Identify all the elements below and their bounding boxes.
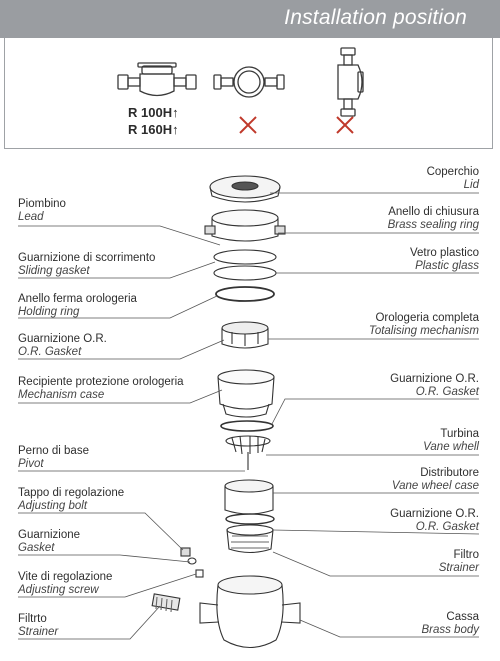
label-vane-wheel-case: Distributore Vane wheel case bbox=[391, 467, 479, 492]
page-title: Installation position bbox=[284, 6, 467, 29]
label-adjusting-bolt: Tappo di regolazione Adjusting bolt bbox=[18, 487, 125, 512]
label-strainer-left: Filtrto Strainer bbox=[18, 613, 59, 638]
gasket-small-part bbox=[188, 558, 196, 564]
lid-part bbox=[210, 176, 280, 202]
label-sliding-gasket: Guarnizione di scorrimento Sliding gasket bbox=[18, 252, 156, 277]
vane-wheel-part bbox=[226, 436, 270, 470]
sliding-gasket-part bbox=[214, 250, 276, 264]
adjusting-screw-part bbox=[196, 570, 203, 577]
label-strainer-right: Filtro Strainer bbox=[438, 549, 479, 574]
label-or-gasket-right-2: Guarnizione O.R. O.R. Gasket bbox=[390, 508, 479, 533]
label-brass-sealing-ring: Anello di chiusura Brass sealing ring bbox=[387, 206, 479, 231]
label-or-gasket: Guarnizione O.R. O.R. Gasket bbox=[18, 333, 107, 358]
label-holding-ring: Anello ferma orologeria Holding ring bbox=[18, 293, 137, 318]
label-totalising-mechanism: Orologeria completa Totalising mechanism bbox=[368, 312, 479, 337]
label-gasket: Guarnizione Gasket bbox=[18, 529, 81, 554]
mechanism-case-part bbox=[218, 370, 274, 417]
left-strainer-part bbox=[152, 594, 180, 612]
or-gasket-part bbox=[226, 514, 274, 524]
rating-label: R 160H↑ bbox=[128, 122, 179, 137]
strainer-part bbox=[227, 525, 273, 553]
label-adjusting-screw: Vite di regolazione Adjusting screw bbox=[18, 571, 113, 596]
label-lead: Piombino Lead bbox=[18, 198, 66, 223]
label-lid: Coperchio Lid bbox=[426, 166, 479, 191]
label-brass-body: Cassa Brass body bbox=[421, 611, 479, 636]
plastic-glass-part bbox=[214, 266, 276, 280]
or-gasket-part bbox=[221, 421, 273, 431]
brass-body-part bbox=[200, 576, 300, 648]
label-or-gasket-right: Guarnizione O.R. O.R. Gasket bbox=[390, 373, 479, 398]
brass-sealing-ring-part bbox=[205, 210, 285, 241]
label-vane-wheel: Turbina Vane whell bbox=[423, 428, 479, 453]
label-mechanism-case: Recipiente protezione orologeria Mechanism case bbox=[18, 376, 184, 401]
label-pivot: Perno di base Pivot bbox=[18, 445, 89, 470]
rating-label: R 100H↑ bbox=[128, 105, 179, 120]
vane-wheel-case-part bbox=[225, 480, 273, 514]
label-plastic-glass: Vetro plastico Plastic glass bbox=[409, 247, 479, 272]
totalising-mechanism-part bbox=[222, 322, 268, 348]
holding-ring-part bbox=[216, 287, 274, 301]
